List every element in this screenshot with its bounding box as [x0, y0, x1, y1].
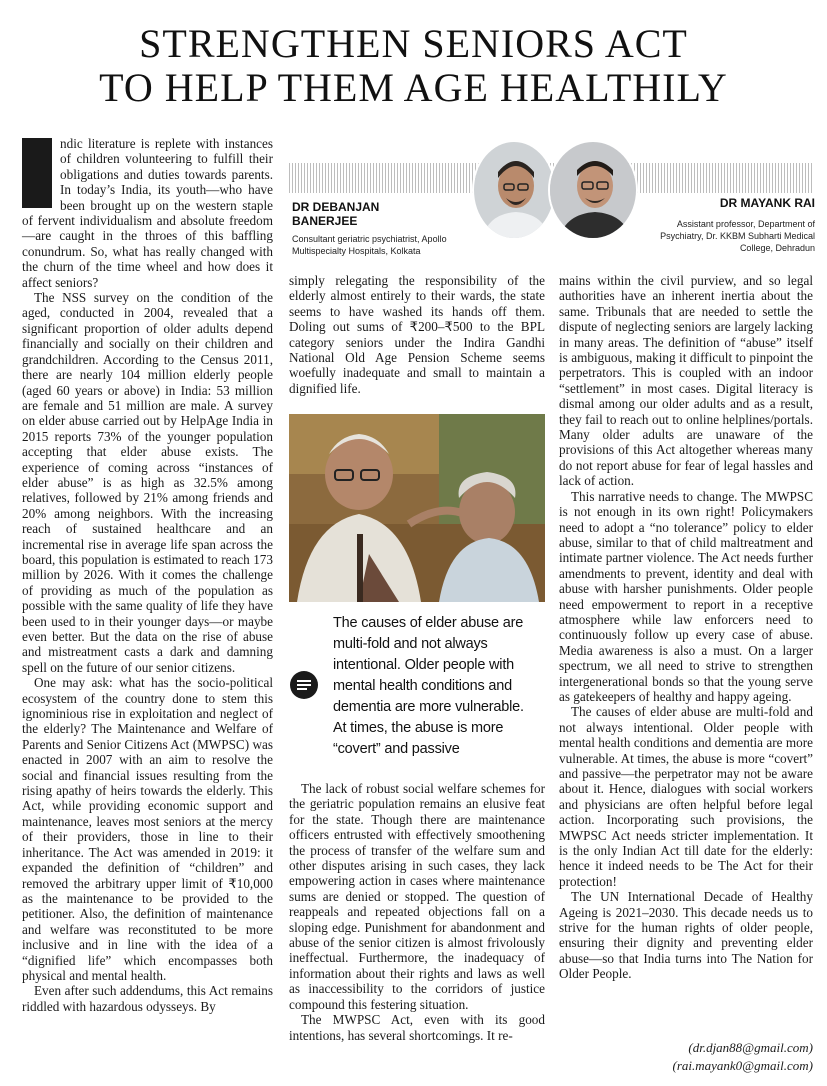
author-name-2: DR MAYANK RAI — [719, 196, 815, 210]
headline-line-1: STRENGTHEN SENIORS ACT — [139, 21, 688, 66]
author-email-1: (dr.djan88@gmail.com) — [688, 1040, 813, 1055]
elderly-couple-photo — [289, 414, 545, 602]
drop-cap — [22, 138, 52, 208]
paragraph: One may ask: what has the socio-political ecosystem of the country done to stem this ignominious rise in exploitation and neglect of the elderly? The Maintenance and Welfare of Parents and Senior Citizens Act (MWPSC) was enacted in 2007 with an aim to resolve the social and financial issues resulting from the rising apathy of heirs towards the elderly. This Act, while providing economic support and maintenance, leaves most seniors at the mercy of their providers, those in line to their inheritance. The Act was amended in 2019: it expanded the definition of “children” and removed the arbitrary upper limit of ₹10,000 as the maintenance to be provided to the petitioner. Also, the definition of maintenance and welfare was reconstituted to be more inclusive and in line with the idea of a “dignified life” which encompasses both physical and mental health. — [22, 675, 273, 983]
article-column-2-bottom — [289, 781, 545, 1043]
author-email-2: (rai.mayank0@gmail.com) — [672, 1058, 813, 1073]
author-description-1: Consultant geriatric psychiatrist, Apollo Multispecialty Hospitals, Kolkata — [292, 234, 447, 256]
author-photo-banerjee — [472, 140, 556, 240]
paragraph: Even after such addendums, this Act remains riddled with hazardous odysseys. By — [22, 983, 273, 1014]
author-photo-rai — [548, 140, 638, 240]
article-column-1 — [22, 136, 273, 1014]
paragraph: simply relegating the responsibility of the elderly almost entirely to their wards, the state seems to have washed its hands off them. Doling out sums of ₹200–₹500 to the BPL category seniors under the Indira Gandhi National Old Age Pension Scheme seems woefully inadequate and small to maintain a dignified life. — [289, 273, 545, 396]
paragraph: The lack of robust social welfare schemes for the geriatric population remains an elusive feat for the state. Though there are maintenance officers entrusted with effectively smoothening the process of transfer of the welfare sum and other disputes arising in such cases, they lack empowering action in cases where maintenance sums are denied or stopped. The question of reappeals and repeated objections fall on a sloping edge. Punishment for abandonment and abuse of the senior citizen is almost frivolously ineffectual. Furthermore, the inadequacy of information about their rights and laws as well as inaccessibility to the corridors of justice compound this festering situation. — [289, 781, 545, 1012]
paragraph: This narrative needs to change. The MWPSC is not enough in its own right! Policymakers need to adopt a “no tolerance” policy to elder abuse, similar to that of child maltreatment and intimate partner violence. The Act needs further amendments to prevent, identity and deal with abuse with harsher punishments. Older people need empowerment to report in a receptive atmosphere while law enforcers need to continuously follow up every case of abuse. Media awareness is also a must. On a larger spectrum, we all need to strive to strengthen intergenerational bonds so that the young serve as gatekeepers of healthy and happy ageing. — [559, 488, 813, 704]
headline — [0, 22, 827, 110]
article-column-3 — [559, 273, 813, 982]
author-description-2: Assistant professor, Department of Psychiatry, Dr. KKBM Subharti Medical College, Dehradun — [660, 219, 815, 253]
paragraph: The causes of elder abuse are multi-fold and not always intentional. Older people with mental health conditions and dementia are more vulnerable. At times, the abuse is more “covert” and passive—the perpetrator may not be aware about it. Hence, dialogues with social workers and physicians are often helpful before legal action. Incorporating such provisions, the MWPSC Act needs stricter implementation. It is the only Indian Act till date for the elderly: hence it indeed needs to be The Act for their protection! — [559, 704, 813, 889]
paragraph: The MWPSC Act, even with its good intentions, has several shortcomings. It re- — [289, 1012, 545, 1043]
speech-bubble-icon — [289, 670, 319, 700]
paragraph: mains within the civil purview, and so legal authorities have an inherent inertia about the same. Tribunals that are needed to settle the dispute of neglecting seniors are largely lacking in many areas. The definition of “abuse” itself is ambiguous, making it difficult to pinpoint the perpetrators. This is coupled with an indoor “settlement” in most cases. Digital literacy is dismal among our older adults and as a result, they fail to reach out to online helplines/portals. Many older adults are unaware of the provisions of this Act altogether whereas many do not report abuse for fear of legal hassles and lack of action. — [559, 273, 813, 489]
article-column-2-top — [289, 273, 545, 396]
paragraph: ndic literature is replete with instances of children volunteering to fulfill their obligations and duties towards parents. In today’s India, its youth—who have been brought up on the western staple of fervent individualism and absolute freedom—are caught in the throes of this baffling conundrum. So, what has really changed with the churn of the time wheel and how does it affect seniors? — [22, 136, 273, 290]
paragraph: The NSS survey on the condition of the aged, conducted in 2004, revealed that a significant proportion of older adults depend financially and socially on their children and grandchildren. According to the Census 2011, there are nearly 104 million elderly people (aged 60 years or above) in India: 53 million are female and 51 million are male. A survey on elder abuse carried out by HelpAge India in 2015 reports 73% of the younger population accepting that elder abuse exists. The experience of coming across “instances of elder abuse” is as high as 32.5% among relatives, followed by 21% among friends and 20% among neighbors. With the increasing reach of sustained healthcare and an incremental rise in average life span across the board, this population is estimated to reach 173 million by 2026. With it comes the challenge of providing as much of the population as possible with the same quality of life they have been used to in their younger days—or maybe even better. But the data on the rise of abuse and mistreatment casts a dark and damning spell on the future of our senior citizens. — [22, 290, 273, 675]
headline-line-2: TO HELP THEM AGE HEALTHILY — [99, 65, 728, 110]
author-name-1: DR DEBANJAN BANERJEE — [292, 200, 380, 228]
pull-quote-text: The causes of elder abuse are multi-fold and not always intentional. Older people with mental health conditions and dementia are more vulnerable. At times, the abuse is more “covert” and passive — [333, 615, 524, 757]
paragraph: The UN International Decade of Healthy Ageing is 2021–2030. This decade needs us to strive for the human rights of older people, ensuring their dignity and preventing elder abuse—so that India turns into The Nation for Older People. — [559, 889, 813, 982]
